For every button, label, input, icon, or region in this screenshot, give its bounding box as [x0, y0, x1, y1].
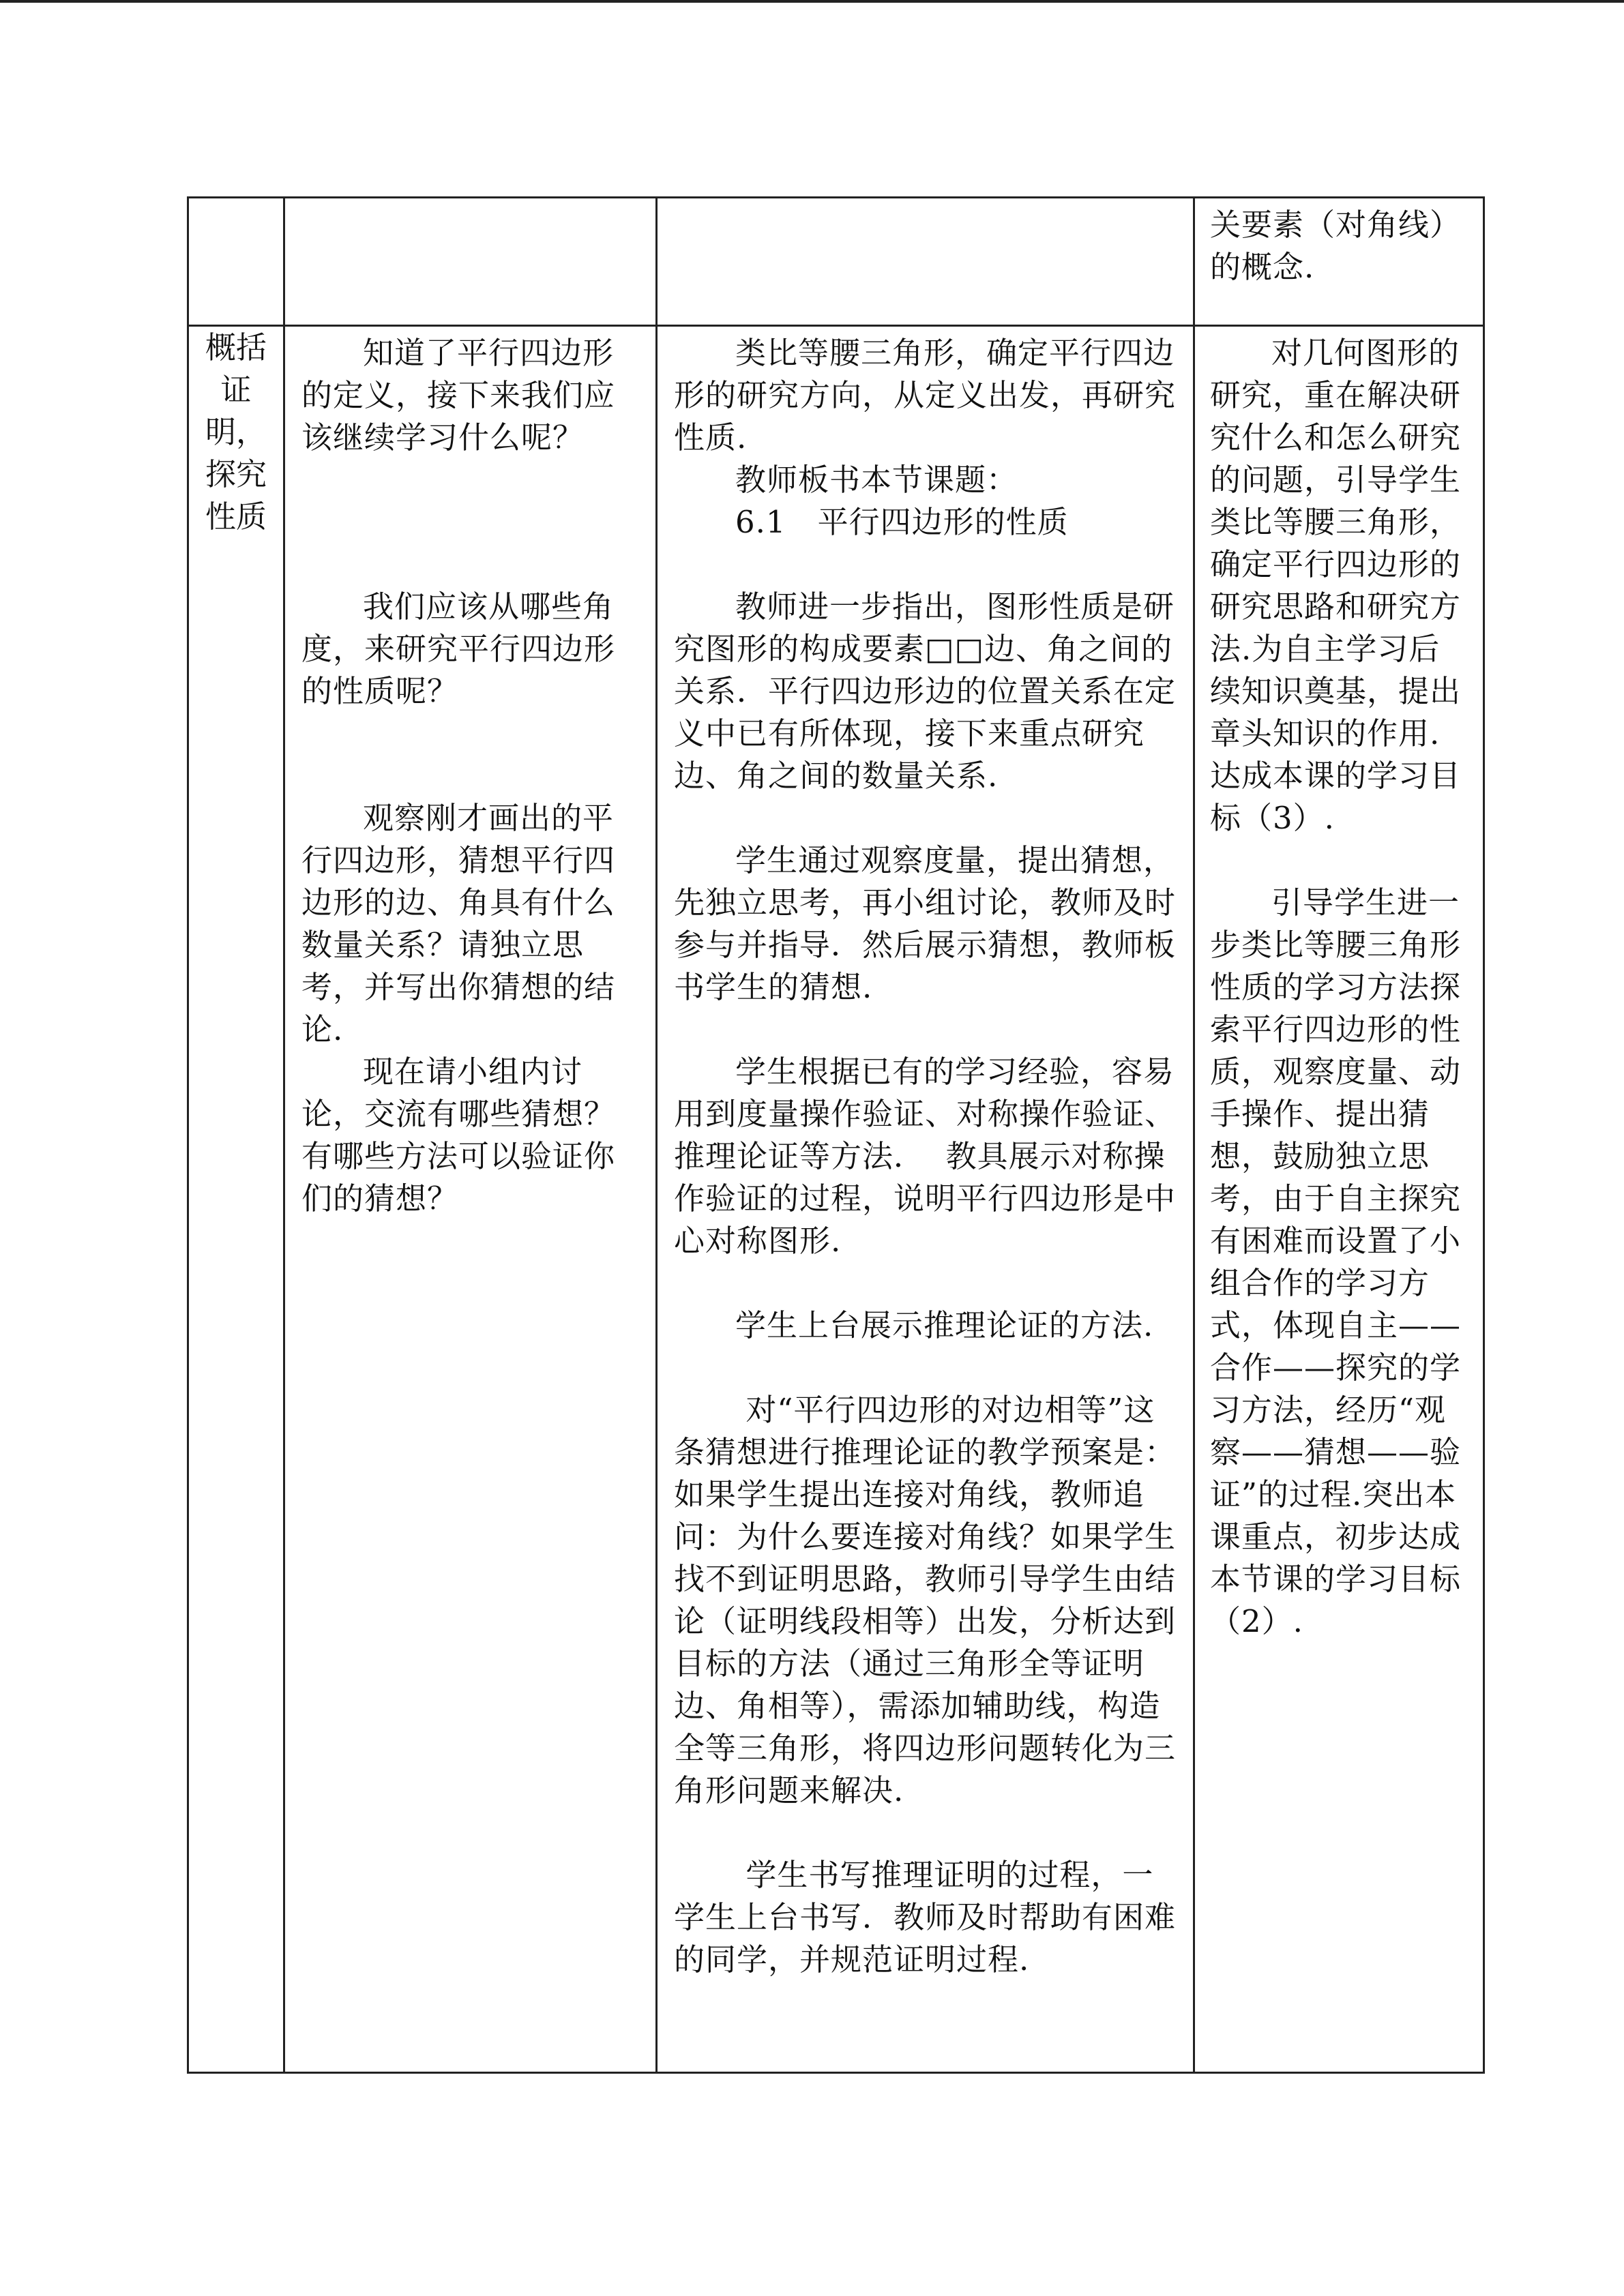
design-intent: 对几何图形的研究，重在解决研究什么和怎么研究的问题，引导学生类比等腰三角形，确定平行四边形的研究思路和研究方法.为自主学习后续知识奠基，提出章头知识的作用.达成本课的学习目标（3）.: [1210, 335, 1462, 836]
intent-cell-continued: [1194, 198, 1484, 326]
student-activity: 学生通过观察度量，提出猜想，先独立思考，再小组讨论，教师及时参与并指导．然后展示猜想，教师板书学生的猜想.: [674, 842, 1177, 1005]
student-activity: 学生书写推理证明的过程，一学生上台书写．教师及时帮助有困难的同学，并规范证明过程.: [674, 1857, 1177, 1978]
design-intent-cell: [1194, 326, 1484, 2073]
table-row-continuation: [188, 198, 1484, 326]
student-activity: 学生根据已有的学习经验，容易用到度量操作验证、对称操作验证、推理论证等方法． 教具展示对称操作验证的过程，说明平行四边形是中心对称图形.: [674, 1054, 1177, 1259]
student-activity: 类比等腰三角形，确定平行四边形的研究方向，从定义出发，再研究性质.: [674, 335, 1177, 456]
page-top-rule: [0, 0, 1624, 3]
lesson-plan-table: [187, 196, 1485, 2074]
teacher-cell-empty: [284, 198, 657, 326]
lesson-title: 6.1 平行四边形的性质: [735, 504, 1069, 540]
teacher-question: 知道了平行四边形的定义，接下来我们应该继续学习什么呢？: [301, 335, 616, 456]
student-activity: 学生上台展示推理论证的方法.: [735, 1307, 1154, 1343]
student-activity: 教师板书本节课题：: [735, 462, 1018, 498]
student-activity: 对“平行四边形的对边相等”这条猜想进行推理论证的教学预案是：如果学生提出连接对角线，教师追问：为什么要连接对角线？如果学生找不到证明思路，教师引导学生由结论（证明线段相等）出发，分析达到目标的方法（通过三角形全等证明边、角相等），需添加辅助线，构造全等三角形，将四边形问题转化为三角形问题来解决.: [674, 1392, 1177, 1808]
stage-cell: [188, 326, 284, 2073]
table-row-main: [188, 326, 1484, 2073]
teacher-question: 观察刚才画出的平行四边形，猜想平行四边形的边、角具有什么数量关系？请独立思考，并写出你猜想的结论.: [301, 800, 616, 1047]
teacher-question: 我们应该从哪些角度，来研究平行四边形的性质呢？: [301, 588, 616, 709]
student-activity: 教师进一步指出，图形性质是研究图形的构成要素□□边、角之间的关系．平行四边形边的位置关系在定义中已有所体现，接下来重点研究边、角之间的数量关系.: [674, 588, 1177, 794]
stage-label: 概括证明，探究性质: [205, 329, 267, 535]
design-intent: 引导学生进一步类比等腰三角形性质的学习方法探索平行四边形的性质，观察度量、动手操作、提出猜想，鼓励独立思考，由于自主探究有困难而设置了小组合作的学习方式，体现自主——合作——探究的学习方法，经历“观察——猜想——验证”的过程.突出本课重点，初步达成本节课的学习目标（2）.: [1210, 884, 1462, 1639]
stage-cell-empty: [188, 198, 284, 326]
teacher-question: 现在请小组内讨论，交流有哪些猜想？有哪些方法可以验证你们的猜想？: [301, 1054, 616, 1217]
teacher-questions-cell: [284, 326, 657, 2073]
student-activities-cell: [657, 326, 1194, 2073]
intent-continued-text: 关要素（对角线）的概念.: [1210, 207, 1462, 285]
student-cell-empty: [657, 198, 1194, 326]
